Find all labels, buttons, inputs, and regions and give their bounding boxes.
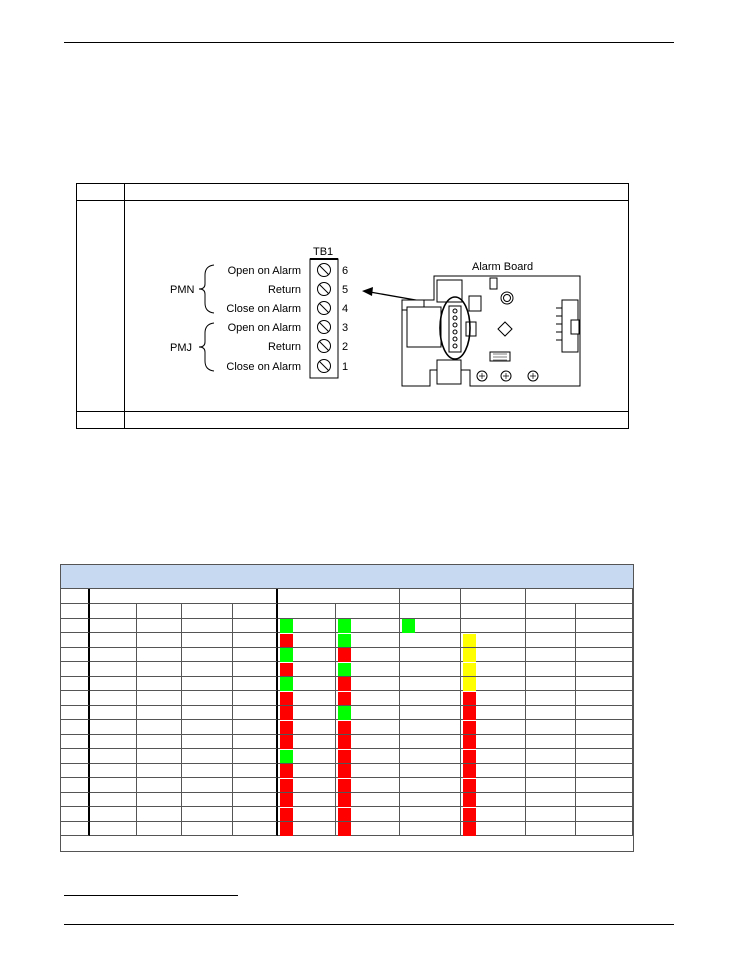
- terminal-number: 6: [342, 265, 349, 277]
- table-cell: [137, 604, 182, 619]
- table-cell: [233, 604, 278, 619]
- table-cell: [90, 749, 137, 764]
- table-cell: [182, 633, 233, 648]
- table-cell: [400, 749, 461, 764]
- table-cell: [576, 778, 633, 793]
- table-cell: [182, 706, 233, 721]
- table-cell: [233, 735, 278, 750]
- table-cell: [90, 619, 137, 634]
- status-indicator: [463, 677, 476, 691]
- table-cell: [182, 807, 233, 822]
- table-cell: [61, 822, 90, 837]
- status-indicator: [338, 648, 351, 662]
- status-indicator: [280, 692, 293, 706]
- table-cell: [61, 778, 90, 793]
- table-cell: [137, 793, 182, 808]
- table-cell: [137, 633, 182, 648]
- table-cell: [526, 677, 576, 692]
- table-cell: [400, 662, 461, 677]
- table-cell: [90, 691, 137, 706]
- table-cell: [233, 677, 278, 692]
- status-indicator: [280, 619, 293, 633]
- table-cell: [526, 604, 576, 619]
- table-cell: [61, 793, 90, 808]
- table-cell: [137, 807, 182, 822]
- dip-switch: [477, 371, 487, 381]
- table-cell: [576, 691, 633, 706]
- board-component: [469, 296, 481, 311]
- table-cell: [576, 604, 633, 619]
- table-cell: [90, 604, 137, 619]
- status-indicator: [280, 648, 293, 662]
- table-cell: [182, 749, 233, 764]
- table-cell: [137, 778, 182, 793]
- table-cell: [400, 793, 461, 808]
- table-cell: [400, 648, 461, 663]
- table-cell: [61, 633, 90, 648]
- status-indicator: [338, 822, 351, 836]
- status-indicator: [402, 619, 415, 633]
- status-indicator: [280, 779, 293, 793]
- table-cell: [233, 619, 278, 634]
- terminal-label: Close on Alarm: [226, 361, 301, 373]
- board-label: Alarm Board: [472, 261, 534, 273]
- terminal-screw: [318, 283, 331, 296]
- status-indicator: [280, 822, 293, 836]
- group-label: PMJ: [170, 342, 192, 354]
- table-cell: [182, 648, 233, 663]
- table-cell: [576, 662, 633, 677]
- table-cell: [576, 706, 633, 721]
- table-cell: [233, 807, 278, 822]
- table-cell: [182, 778, 233, 793]
- terminal-screw: [318, 340, 331, 353]
- table-cell: [90, 720, 137, 735]
- terminal-number: 3: [342, 322, 349, 334]
- table-cell: [90, 778, 137, 793]
- table-cell: [278, 604, 336, 619]
- terminal-number: 1: [342, 361, 349, 373]
- table-header-cell: [61, 589, 90, 604]
- status-indicator: [463, 721, 476, 735]
- table-cell: [61, 604, 90, 619]
- table-header-cell: [400, 589, 461, 604]
- table-cell: [61, 749, 90, 764]
- board-component: [407, 307, 441, 347]
- table-cell: [61, 662, 90, 677]
- table-cell: [400, 706, 461, 721]
- table-cell: [526, 619, 576, 634]
- table-cell: [400, 604, 461, 619]
- status-indicator: [463, 663, 476, 677]
- table-cell: [137, 619, 182, 634]
- terminal-label: Return: [267, 284, 301, 296]
- status-indicator: [338, 692, 351, 706]
- table-cell: [182, 822, 233, 837]
- group-label: PMN: [170, 284, 195, 296]
- table-cell: [233, 764, 278, 779]
- table-cell: [233, 793, 278, 808]
- table-cell: [233, 778, 278, 793]
- table-cell: [576, 793, 633, 808]
- table-cell: [400, 764, 461, 779]
- table-cell: [61, 677, 90, 692]
- table-cell: [61, 720, 90, 735]
- table-cell: [61, 735, 90, 750]
- table-header-cell: [278, 589, 400, 604]
- table-cell: [526, 749, 576, 764]
- status-indicator: [338, 634, 351, 648]
- table-cell: [526, 807, 576, 822]
- table-cell: [576, 619, 633, 634]
- table-cell: [182, 604, 233, 619]
- status-indicator: [280, 808, 293, 822]
- status-indicator: [463, 735, 476, 749]
- table-cell: [400, 633, 461, 648]
- table-cell: [233, 662, 278, 677]
- status-indicator: [338, 808, 351, 822]
- status-indicator: [463, 750, 476, 764]
- table-cell: [233, 822, 278, 837]
- table-cell: [576, 764, 633, 779]
- table-cell: [576, 720, 633, 735]
- status-indicator: [338, 779, 351, 793]
- table-cell: [61, 764, 90, 779]
- status-indicator: [338, 764, 351, 778]
- terminal-label: Return: [267, 341, 301, 353]
- status-indicator: [280, 721, 293, 735]
- table-cell: [526, 764, 576, 779]
- status-indicator: [463, 764, 476, 778]
- table-cell: [233, 720, 278, 735]
- table-cell: [526, 633, 576, 648]
- terminal-number: 4: [342, 303, 349, 315]
- table-cell: [182, 735, 233, 750]
- terminal-number: 2: [342, 341, 349, 353]
- table-cell: [90, 764, 137, 779]
- table-cell: [576, 807, 633, 822]
- table-cell: [233, 648, 278, 663]
- table-cell: [400, 807, 461, 822]
- status-table: [60, 564, 634, 852]
- terminal-screw: [318, 360, 331, 373]
- table-cell: [137, 648, 182, 663]
- table-cell: [90, 793, 137, 808]
- table-header-cell: [526, 589, 633, 604]
- table-cell: [61, 691, 90, 706]
- table-cell: [233, 706, 278, 721]
- table-cell: [233, 633, 278, 648]
- table-cell: [400, 677, 461, 692]
- table-cell: [576, 735, 633, 750]
- table-cell: [526, 735, 576, 750]
- terminal-number: 5: [342, 284, 349, 296]
- table-header-cell: [461, 589, 526, 604]
- table-cell: [576, 749, 633, 764]
- table-cell: [233, 691, 278, 706]
- status-indicator: [280, 793, 293, 807]
- arrowhead: [362, 287, 373, 296]
- table-cell: [90, 706, 137, 721]
- status-indicator: [280, 764, 293, 778]
- table-cell: [137, 677, 182, 692]
- status-indicator: [280, 735, 293, 749]
- status-indicator: [338, 619, 351, 633]
- table-cell: [400, 691, 461, 706]
- dip-switch: [528, 371, 538, 381]
- status-table-title-bar: [61, 565, 633, 589]
- table-cell: [182, 691, 233, 706]
- table-cell: [137, 691, 182, 706]
- table-cell: [576, 677, 633, 692]
- status-indicator: [463, 648, 476, 662]
- table-cell: [90, 677, 137, 692]
- table-cell: [182, 662, 233, 677]
- terminal-label: Open on Alarm: [227, 265, 301, 277]
- table-cell: [137, 764, 182, 779]
- board-component: [501, 292, 513, 304]
- tb1-label: TB1: [313, 246, 334, 258]
- table-cell: [526, 778, 576, 793]
- table-cell: [576, 633, 633, 648]
- status-indicator: [338, 706, 351, 720]
- table-cell: [182, 764, 233, 779]
- table-cell: [182, 619, 233, 634]
- status-indicator: [338, 750, 351, 764]
- status-indicator: [280, 706, 293, 720]
- table-cell: [61, 619, 90, 634]
- terminal-label: Open on Alarm: [227, 322, 301, 334]
- status-indicator: [463, 634, 476, 648]
- status-indicator: [463, 692, 476, 706]
- group-brace: [199, 323, 214, 371]
- table-cell: [137, 822, 182, 837]
- board-component: [466, 322, 476, 336]
- terminal-screw: [318, 302, 331, 315]
- table-cell: [526, 648, 576, 663]
- table-cell: [137, 749, 182, 764]
- table-cell: [576, 648, 633, 663]
- table-cell: [137, 706, 182, 721]
- table-cell: [400, 735, 461, 750]
- table-cell: [526, 720, 576, 735]
- table-cell: [233, 749, 278, 764]
- table-cell: [461, 604, 526, 619]
- table-cell: [526, 793, 576, 808]
- terminal-screw: [318, 264, 331, 277]
- table-cell: [400, 778, 461, 793]
- table-cell: [182, 720, 233, 735]
- status-indicator: [280, 634, 293, 648]
- table-cell: [90, 735, 137, 750]
- group-brace: [199, 265, 214, 313]
- table-cell: [400, 720, 461, 735]
- table-cell: [182, 677, 233, 692]
- status-indicator: [463, 822, 476, 836]
- table-cell: [90, 807, 137, 822]
- terminal-label: Close on Alarm: [226, 303, 301, 315]
- terminal-screw: [318, 321, 331, 334]
- status-indicator: [280, 663, 293, 677]
- table-cell: [461, 619, 526, 634]
- board-connector: [490, 352, 510, 361]
- status-indicator: [280, 677, 293, 691]
- table-cell: [90, 662, 137, 677]
- table-cell: [61, 807, 90, 822]
- table-cell: [400, 822, 461, 837]
- table-cell: [526, 662, 576, 677]
- board-component: [490, 278, 497, 289]
- status-indicator: [280, 750, 293, 764]
- status-indicator: [338, 677, 351, 691]
- table-cell: [182, 793, 233, 808]
- table-header-cell: [90, 589, 278, 604]
- status-indicator: [463, 779, 476, 793]
- table-cell: [90, 648, 137, 663]
- status-indicator: [338, 735, 351, 749]
- status-indicator: [338, 663, 351, 677]
- board-component: [437, 360, 461, 384]
- table-cell: [137, 662, 182, 677]
- dip-switch: [501, 371, 511, 381]
- table-cell: [90, 633, 137, 648]
- table-cell: [336, 604, 400, 619]
- table-cell: [137, 735, 182, 750]
- table-cell: [61, 648, 90, 663]
- table-cell: [576, 822, 633, 837]
- table-cell: [90, 822, 137, 837]
- status-indicator: [463, 808, 476, 822]
- status-indicator: [338, 793, 351, 807]
- table-cell: [526, 691, 576, 706]
- status-indicator: [463, 793, 476, 807]
- status-indicator: [463, 706, 476, 720]
- status-indicator: [338, 721, 351, 735]
- table-cell: [61, 706, 90, 721]
- table-cell: [526, 822, 576, 837]
- table-cell: [137, 720, 182, 735]
- table-cell: [526, 706, 576, 721]
